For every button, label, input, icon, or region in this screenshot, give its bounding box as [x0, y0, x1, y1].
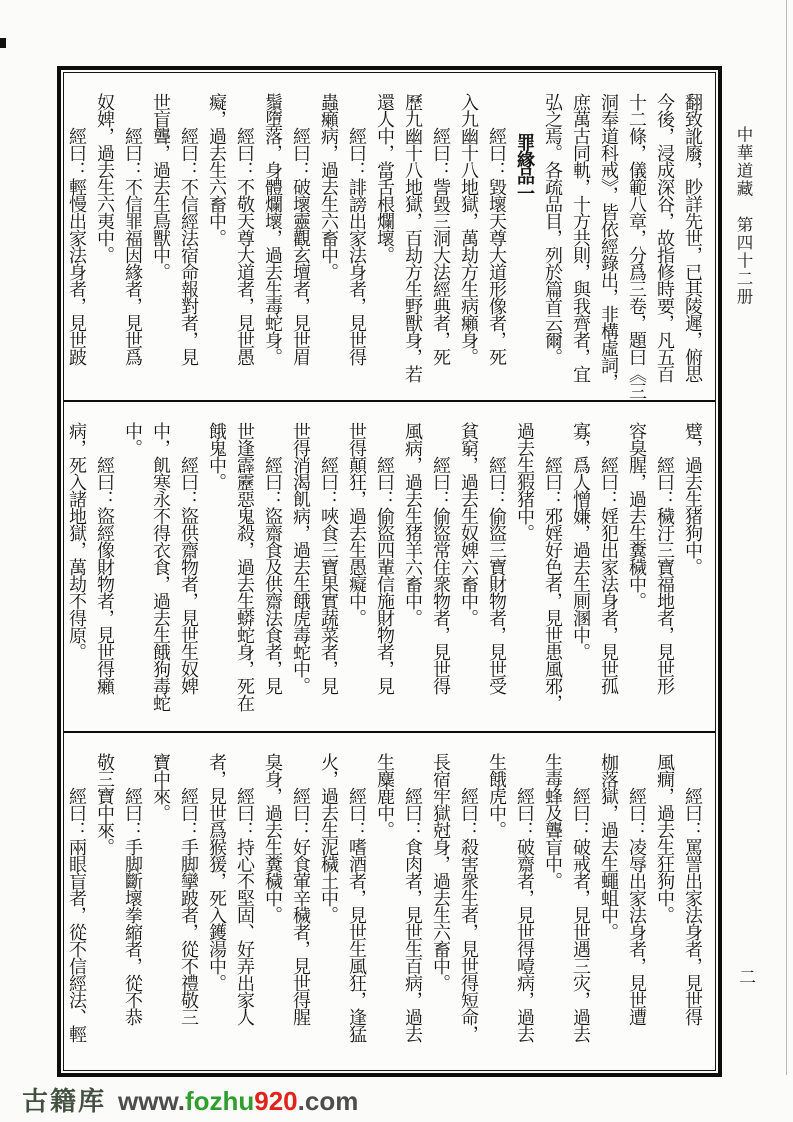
text-column: 歷九幽十八地獄，百劫方生野獸身，若 [403, 93, 423, 382]
text-column: 經曰：偷盜四輩信施財物者，見 [375, 456, 395, 694]
text-column: 世逢霹靂惡鬼殺，過去生蟒蛇身，死在 [235, 422, 255, 711]
text-column: 過去生猳猪中。 [515, 422, 535, 541]
text-column: 經曰：破壞靈觀玄壇者，見世眉 [291, 127, 311, 365]
text-column: 經曰：毀壞天尊大道形像者，死 [487, 127, 507, 365]
text-column: 經曰：盜供齋物者，見世生奴婢 [179, 456, 199, 694]
text-column: 經曰：誹謗出家法身者，見世得 [347, 127, 367, 365]
text-column: 生毒蜂及聾盲中。 [543, 753, 563, 889]
text-column: 世得顛狂，過去生愚癡中。 [347, 422, 367, 626]
text-column: 敬三寶中來。 [95, 753, 115, 855]
text-column: 火，過去生泥穢土中。 [319, 753, 339, 923]
text-column: 經曰：盜齋食及供齋法食者，見 [263, 456, 283, 694]
text-column: 寶中來。 [151, 753, 171, 821]
scan-edge-line [786, 0, 787, 1075]
text-column: 經曰：輕慢出家法身者，見世跛 [67, 127, 87, 365]
text-column: 經曰：偷盜三寶財物者，見世受 [487, 456, 507, 694]
text-column: 入九幽十八地獄，萬劫方生病癩身。 [459, 93, 479, 365]
text-column: 鬚墮落，身體爛壞，過去生毒蛇身。 [263, 93, 283, 365]
text-column: 貧窮，過去生奴婢六畜中。 [459, 422, 479, 626]
text-column: 長宿牢獄尅身，過去生六畜中。 [431, 753, 451, 991]
text-column: 洞奉道科戒》，皆依經錄出，非構虛詞， [599, 93, 619, 390]
text-column: 枷落獄，過去生蠅蛆中。 [599, 753, 619, 940]
text-column: 經曰：唊食三寶果實蔬菜者，見 [319, 456, 339, 694]
text-column: 經曰：罵詈出家法身者，見世得 [683, 787, 703, 1025]
text-column: 經曰：不信經法宿命報對者，見 [179, 127, 199, 365]
text-column: 生餓虎中。 [487, 753, 507, 838]
text-column: 中。 [123, 422, 143, 456]
text-column: 生麋鹿中。 [375, 753, 395, 838]
text-column: 世盲聾，過去生鳥獸中。 [151, 93, 171, 280]
chapter-heading: 罪緣品一 [515, 133, 535, 201]
register-bottom [64, 731, 715, 1070]
watermark-site-name: 古籍库 [22, 1086, 107, 1116]
text-column: 病，死入諸地獄，萬劫不得原。 [67, 422, 87, 660]
watermark-url-number: 920 [254, 1086, 298, 1116]
text-column: 還人中，當舌根爛壞。 [375, 93, 395, 263]
text-column: 世得消渴飢病，過去生餓虎毒蛇中。 [291, 422, 311, 694]
text-column: 經曰：穢汙三寶福地者，見世形 [655, 456, 675, 694]
text-column: 奴婢，過去生六夷中。 [95, 93, 115, 263]
text-column: 今後，浸成深谷，故指修時要，凡五百 [655, 93, 675, 382]
register-top [64, 73, 715, 400]
text-column: 經曰：偷盜常住衆物者，見世得 [431, 456, 451, 694]
text-column: 經曰：破齋者，見世得噎病，過去 [515, 787, 535, 1042]
text-column: 經曰：盜經像財物者，見世得癩 [95, 456, 115, 694]
page-number: 二 [736, 968, 755, 985]
text-column: 風病，過去生猪羊六畜中。 [403, 422, 423, 626]
text-column: 經曰：婬犯出家法身者，見世孤 [599, 456, 619, 694]
text-column: 翻致訛廢，眇詳先世，已其陵遲，俯思 [683, 93, 703, 382]
text-column: 臭身，過去生糞穢中。 [263, 753, 283, 923]
text-column: 經曰：殺害衆生者，見世得短命， [459, 787, 479, 1042]
watermark-url-domain: fozhu [184, 1086, 255, 1116]
watermark-url-tld: .com [297, 1086, 359, 1116]
text-column: 經曰：持心不堅固、好弄出家人 [235, 787, 255, 1025]
text-column: 風癇，過去生狂狗中。 [655, 753, 675, 923]
text-column: 經曰：兩眼盲者，從不信經法、輕 [67, 787, 87, 1042]
text-column: 經曰：不敬天尊大道者，見世愚 [235, 127, 255, 365]
text-column: 經曰：手脚攣跛者，從不禮敬三 [179, 787, 199, 1025]
text-column: 躄，過去生猪狗中。 [683, 422, 703, 575]
text-column: 經曰：凌辱出家法身者，見世遭 [627, 787, 647, 1025]
text-column: 庶萬古同軌，十方共則，與我齊者，宜 [571, 93, 591, 382]
text-column: 經曰：邪婬好色者，見世患風邪， [543, 456, 563, 711]
text-column: 經曰：好食葷辛穢者，見世得腥 [291, 787, 311, 1025]
watermark [22, 1081, 358, 1118]
text-column: 經曰：嗜酒者，見世生風狂，逢猛 [347, 787, 367, 1042]
scan-artifact-mark [0, 38, 6, 48]
text-column: 十二條，儀範八章，分爲三卷，題曰《三 [627, 93, 647, 399]
text-column: 中，飢寒永不得衣食，過去生餓狗毒蛇 [151, 422, 171, 711]
text-frame [57, 66, 722, 1077]
register-middle [64, 400, 715, 731]
text-column: 容臭腥，過去生糞穢中。 [627, 422, 647, 609]
text-column: 餓鬼中。 [207, 422, 227, 490]
text-column: 者，見世爲猴猨，死入鑊湯中。 [207, 753, 227, 991]
text-column: 經曰：不信罪福因緣者，見世爲 [123, 127, 143, 365]
text-column: 寡，爲人憎嫌，過去生厠溷中。 [571, 422, 591, 660]
text-frame-inner [63, 72, 716, 1071]
text-column: 經曰：手脚斷壞拳縮者，從不恭 [123, 787, 143, 1025]
text-column: 經曰：訾毀三洞大法經典者，死 [431, 127, 451, 365]
text-column: 蟲癩病，過去生六畜中。 [319, 93, 339, 280]
text-column: 經曰：破戒者，見世遇三灾，過去 [571, 787, 591, 1042]
watermark-url-www: www. [118, 1086, 185, 1116]
collection-title: 中華道藏 第四十二册 [734, 126, 753, 306]
text-column: 經曰：食肉者，見世生百病，過去 [403, 787, 423, 1042]
text-column: 弘之焉。各疏品目，列於篇首云爾。 [543, 93, 563, 365]
text-column: 癡，過去生六畜中。 [207, 93, 227, 246]
